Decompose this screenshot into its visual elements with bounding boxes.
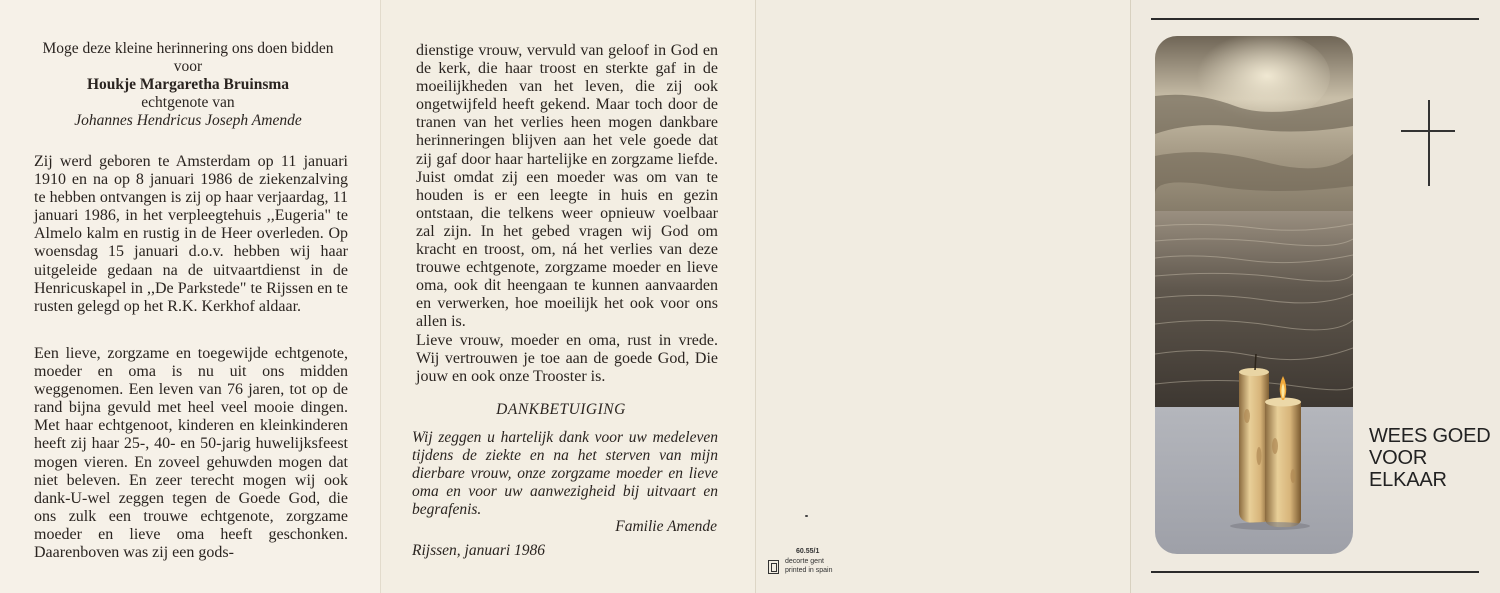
printer-code: 60.55/1 (796, 548, 820, 555)
cross-icon (1401, 100, 1455, 186)
printer-country: printed in spain (785, 567, 833, 574)
family-signature: Familie Amende (615, 518, 717, 535)
card-panel-inner (380, 0, 755, 593)
card-panel-left (0, 0, 380, 593)
cross-vertical-bar (1428, 100, 1430, 186)
motto-line-1: WEES GOED (1369, 425, 1491, 447)
motto-line-3: ELKAAR (1369, 469, 1447, 491)
printer-logo-icon (768, 560, 779, 574)
card-panel-cover (1130, 0, 1500, 593)
thanks-body: Wij zeggen u hartelijk dank voor uw medeleven tijdens de ziekte en na het sterven van mijn dierbare vrouw, onze zorgzame moeder en lieve oma en voor uw aanwezigheid bij uitvaart en begrafenis. (412, 429, 718, 519)
deceased-name: Houkje Margaretha Bruinsma (86, 76, 290, 93)
intro-prayer-text: Moge deze kleine herinnering ons doen bidden voor (42, 40, 334, 75)
spouse-name: Johannes Hendricus Joseph Amende (74, 112, 302, 129)
candles-at-sea-image (1155, 36, 1353, 554)
closing-text: Lieve vrouw, moeder en oma, rust in vrede. Wij vertrouwen je toe aan de goede God, Die jouw en ook onze Trooster is. (416, 331, 718, 385)
paper-speck (805, 515, 808, 517)
printer-name: decorte gent (785, 558, 824, 565)
bottom-rule (1151, 571, 1479, 573)
biography-paragraph: Zij werd geboren te Amsterdam op 11 januari 1910 en na op 8 januari 1986 de ziekenzalving te hebben ontvangen is zij op haar verjaardag, 11 januari 1986, in het verpleegtehuis ,,Eugeria" te Almelo kalm en rustig in de Heer overleden. Op woensdag 15 januari d.o.v. hebben wij haar uitgeleide gedaan na de uitvaartdienst in de Henricuskapel in ,,De Parkstede" te Rijssen en te rusten gelegd op het R.K. Kerkhof aldaar. (34, 153, 348, 315)
cover-motto (1369, 425, 1491, 491)
continuation-paragraph (416, 42, 718, 386)
place-date: Rijssen, januari 1986 (412, 542, 546, 559)
motto-line-2: VOOR (1369, 447, 1428, 469)
intro-block (30, 40, 346, 130)
thanks-heading: DANKBETUIGING (496, 401, 626, 418)
top-rule (1151, 18, 1479, 20)
cross-horizontal-bar (1401, 130, 1455, 132)
tribute-paragraph: Een lieve, zorgzame en toegewijde echtgenote, moeder en oma is nu uit ons midden weggenomen. Een leven van 76 jaren, tot op de rand bijna gevuld met heel veel mooie dingen. Met haar echtgenoot, kinderen en kleinkinderen heeft zij haar 25-, 40- en 50-jarig huwelijksfeest mogen vieren. En zoveel gehuwden mogen dat niet beleven. En zeer terecht mogen wij ook dank-U-wel zeggen tegen de Goede God, die ons zulk een trouwe echtgenote, zorgzame moeder en lieve oma heeft geschonken. Daarenboven was zij een gods- (34, 345, 348, 562)
card-panel-back (755, 0, 1130, 593)
relation-text: echtgenote van (141, 94, 235, 111)
continuation-text: dienstige vrouw, vervuld van geloof in God en de kerk, die haar troost en sterkte gaf in de moeilijkheden van het leven, die zij ook ongetwijfeld heeft gekend. Maar toch door de tranen van het verlies heen mogen dankbare herinneringen blijven aan het vele goede dat zij gaf door haar hartelijke en zorgzame liefde. Juist omdat zij een moeder was om van te houden is er een leegte in huis en gezin ontstaan, die telkens weer opnieuw voelbaar zal zijn. In het gebed vragen wij God om kracht en troost, om, ná het verlies van deze trouwe echtgenote, zorgzame moeder en lieve oma, ook dit heengaan te kunnen aanvaarden en verwerken, hoe moeilijk het ook voor ons allen is. (416, 42, 718, 331)
